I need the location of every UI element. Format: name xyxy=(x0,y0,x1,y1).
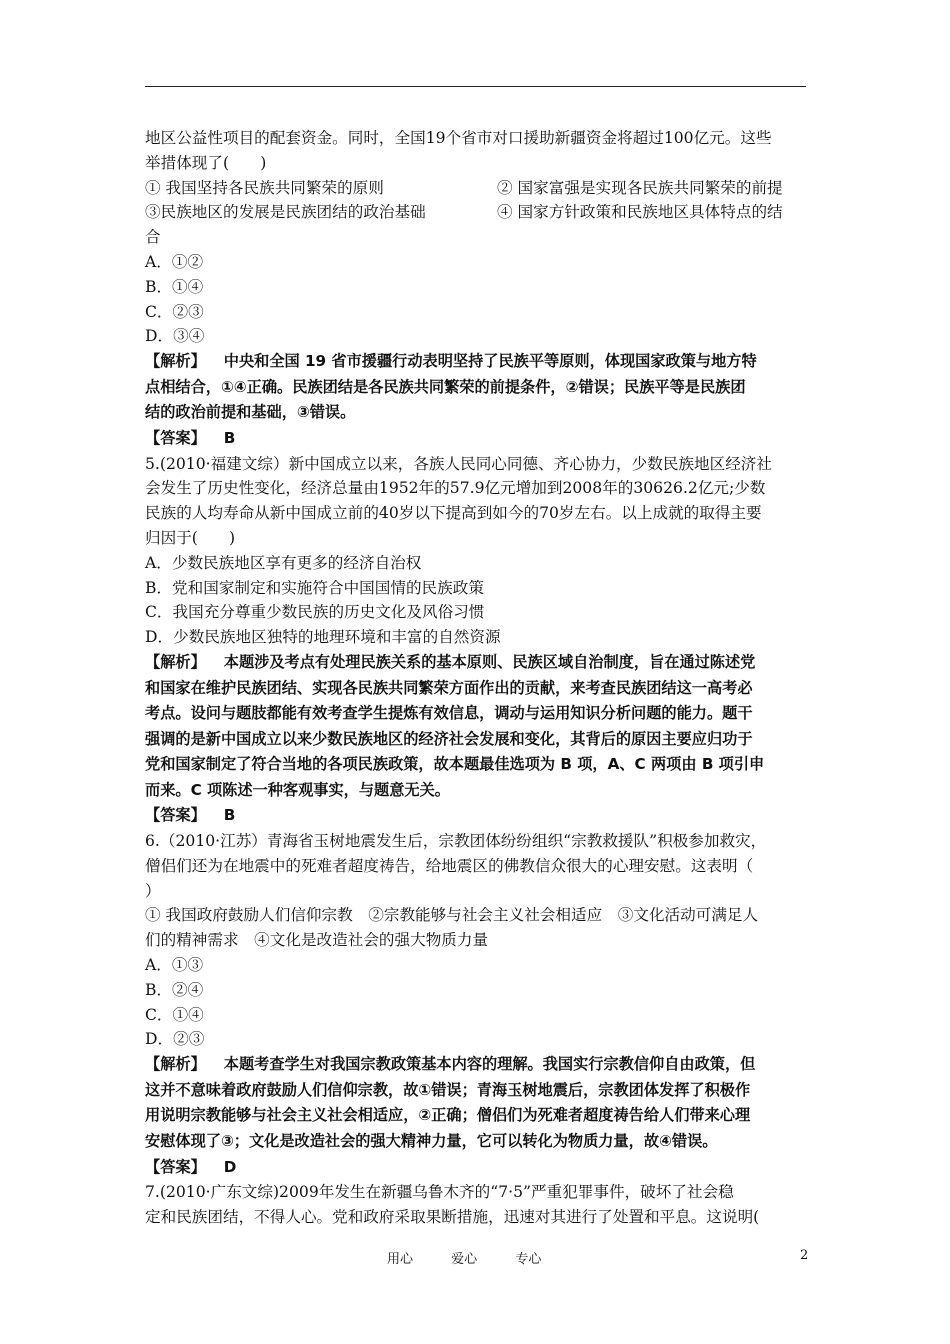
analysis-tag: 【解析】 xyxy=(145,352,206,371)
page-footer xyxy=(0,1248,950,1268)
q6-stem-line-2: 僧侣们还为在地震中的死难者超度祷告，给地震区的佛教信众很大的心理安慰。这表明（ xyxy=(145,856,754,875)
q5-stem-line-4: 归因于( ) xyxy=(145,528,236,547)
header-rule xyxy=(145,86,806,87)
q6-stem-line-3: ） xyxy=(145,881,161,900)
q5-stem-line-3: 民族的人均寿命从新中国成立前的40岁以下提高到如今的70岁左右。以上成就的取得主要 xyxy=(145,504,762,523)
footer-word-1: 用心 xyxy=(387,1252,414,1267)
q4-option-2: ② 国家富强是实现各民族共同繁荣的前提 xyxy=(497,178,783,197)
q6-answer-line xyxy=(145,1155,815,1181)
q5-answer-line xyxy=(145,803,815,829)
q4-choice-c: C．②③ xyxy=(145,302,204,321)
q4-stem-line-1: 地区公益性项目的配套资金。同时，全国19个省市对口援助新疆资金将超过100亿元。这些 xyxy=(145,129,772,147)
q4-choice-b: B．①④ xyxy=(145,277,204,296)
q5-analysis-line-1 xyxy=(145,650,815,676)
q4-stem-line-2: 举措体现了( ) xyxy=(145,153,267,172)
q4-choice-d: D．③④ xyxy=(145,327,205,346)
q4-option-1: ① 我国坚持各民族共同繁荣的原则 xyxy=(145,178,384,197)
q4-option-3: ③民族地区的发展是民族团结的政治基础 xyxy=(145,203,426,222)
q6-analysis-line-2: 这并不意味着政府鼓励人们信仰宗教，故①错误；青海玉树地震后，宗教团体发挥了积极作 xyxy=(145,1080,751,1099)
q7-stem-line-1: 7.(2010·广东文综)2009年发生在新疆乌鲁木齐的“7·5”严重犯罪事件，破坏了社会稳 xyxy=(145,1183,734,1202)
analysis-tag: 【解析】 xyxy=(145,652,206,671)
q5-stem-line-2: 会发生了历史性变化，经济总量由1952年的57.9亿元增加到2008年的30626.2亿元;少数 xyxy=(145,479,766,498)
q6-options-line-2: 们的精神需求 ④文化是改造社会的强大物质力量 xyxy=(145,931,489,950)
q6-choice-c: C．①④ xyxy=(145,1005,204,1024)
q4-options-row-1 xyxy=(145,176,815,201)
q4-analysis-line-3: 结的政治前提和基础，③错误。 xyxy=(145,403,356,422)
q5-choice-b: B．党和国家制定和实施符合中国国情的民族政策 xyxy=(145,578,484,597)
q4-choice-a: A．①② xyxy=(145,252,204,271)
q4-answer-line xyxy=(145,426,815,452)
q5-analysis-line-3: 考点。设问与题肢都能有效考查学生提炼有效信息，调动与运用知识分析问题的能力。题干 xyxy=(145,704,753,723)
q6-analysis-line-3: 用说明宗教能够与社会主义社会相适应，②正确；僧侣们为死难者超度祷告给人们带来心理 xyxy=(145,1106,751,1125)
q4-option-4: ④ 国家方针政策和民族地区具体特点的结 xyxy=(497,203,783,222)
answer-tag: 【答案】 xyxy=(145,1157,206,1176)
q4-options-row-2 xyxy=(145,200,815,225)
q4-analysis-line-2: 点相结合，①④正确。民族团结是各民族共同繁荣的前提条件，②错误；民族平等是民族团 xyxy=(145,377,746,396)
q6-analysis-line-1 xyxy=(145,1052,815,1078)
q5-analysis-line-5: 党和国家制定了符合当地的各项民族政策，故本题最佳选项为 B 项，A、C 两项由 B 项引申 xyxy=(145,755,765,774)
footer-word-2: 爱心 xyxy=(451,1252,478,1267)
footer-word-3: 专心 xyxy=(515,1252,542,1267)
q4-option-4-wrap: 合 xyxy=(145,228,161,247)
q5-choice-d: D．少数民族地区独特的地理环境和丰富的自然资源 xyxy=(145,628,501,647)
q5-choice-a: A．少数民族地区享有更多的经济自治权 xyxy=(145,553,422,572)
q6-choice-d: D．②③ xyxy=(145,1030,205,1049)
q4-answer: B xyxy=(223,428,236,447)
q5-analysis-line-4: 强调的是新中国成立以来少数民族地区的经济社会发展和变化，其背后的原因主要应归功于 xyxy=(145,729,753,748)
footer-motto xyxy=(387,1248,575,1267)
document-body xyxy=(145,126,815,1230)
q7-stem-line-2: 定和民族团结，不得人心。党和政府采取果断措施，迅速对其进行了处置和平息。这说明( xyxy=(145,1208,760,1227)
q6-choice-b: B．②④ xyxy=(145,980,204,999)
q5-analysis-line-6: 而来。C 项陈述一种客观事实，与题意无关。 xyxy=(145,780,450,799)
q5-stem-line-1: 5.(2010·福建文综）新中国成立以来，各族人民同心同德、齐心协力，少数民族地区经济社 xyxy=(145,454,772,473)
q6-options-line-1: ① 我国政府鼓励人们信仰宗教 ②宗教能够与社会主义社会相适应 ③文化活动可满足人 xyxy=(145,906,759,925)
q6-analysis-line-4: 安慰体现了③；文化是改造社会的强大精神力量，它可以转化为物质力量，故④错误。 xyxy=(145,1132,718,1151)
q5-analysis-text: 本题涉及考点有处理民族关系的基本原则、民族区域自治制度，旨在通过陈述党 xyxy=(223,652,756,671)
q5-answer: B xyxy=(223,806,236,825)
answer-tag: 【答案】 xyxy=(145,806,206,825)
q5-analysis-line-2: 和国家在维护民族团结、实现各民族共同繁荣方面作出的贡献，来考查民族团结这一高考必 xyxy=(145,678,753,697)
q4-analysis-text: 中央和全国 19 省市援疆行动表明坚持了民族平等原则，体现国家政策与地方特 xyxy=(223,352,757,371)
q4-analysis-line-1 xyxy=(145,349,815,375)
q5-choice-c: C．我国充分尊重少数民族的历史文化及风俗习惯 xyxy=(145,603,485,622)
q6-analysis-text: 本题考查学生对我国宗教政策基本内容的理解。我国实行宗教信仰自由政策，但 xyxy=(223,1055,756,1074)
page-number: 2 xyxy=(800,1248,809,1263)
q6-answer: D xyxy=(223,1157,237,1176)
q6-choice-a: A．①③ xyxy=(145,956,204,975)
answer-tag: 【答案】 xyxy=(145,428,206,447)
analysis-tag: 【解析】 xyxy=(145,1055,206,1074)
q6-stem-line-1: 6.（2010·江苏）青海省玉树地震发生后，宗教团体纷纷组织“宗教救援队”积极参加救灾， xyxy=(145,832,767,851)
